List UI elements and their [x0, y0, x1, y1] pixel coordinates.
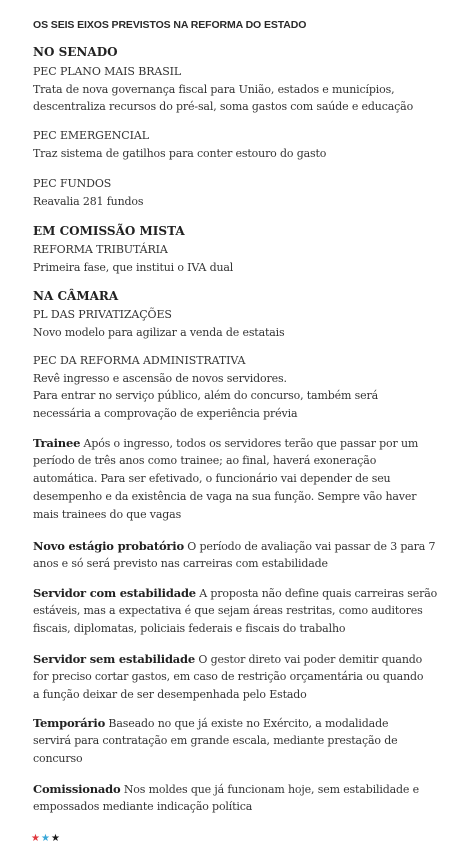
reforma-administrativa-line: Revê ingresso e ascensão de novos servidores. — [33, 372, 287, 385]
item-trainee-line: desempenho e da existência de vaga na sua função. Sempre vão haver — [33, 490, 417, 503]
item-definition: A proposta não define quais carreiras serão — [195, 587, 438, 600]
item-servidor-com-estabilidade-line: estáveis, mas a expectativa é que sejam áreas restritas, como auditores — [33, 604, 423, 617]
item-term: Trainee — [33, 436, 81, 450]
item-definition: Baseado no que já existe no Exército, a modalidade — [105, 717, 389, 730]
pl-privatizacoes-title: PL DAS PRIVATIZAÇÕES — [33, 308, 172, 321]
reforma-tributaria-line: Primeira fase, que institui o IVA dual — [33, 261, 234, 274]
item-term: Novo estágio probatório — [33, 539, 184, 553]
item-servidor-sem-estabilidade-line: a função deixar de ser desempenhada pelo Estado — [33, 688, 307, 701]
item-estagio-probatorio — [33, 539, 435, 553]
pec-fundos-line: Reavalia 281 fundos — [33, 195, 144, 208]
item-servidor-com-estabilidade-line: fiscais, diplomatas, policiais federais e fiscais do trabalho — [33, 622, 346, 635]
star-icon: ★ — [50, 833, 60, 844]
item-trainee-line: automática. Para ser efetivado, o funcionário vai depender de seu — [33, 472, 391, 485]
reforma-administrativa-line: Para entrar no serviço público, além do concurso, também será — [33, 389, 378, 402]
stars-logo — [31, 834, 61, 844]
pec-mais-brasil-line: descentraliza recursos do pré-sal, soma gastos com saúde e educação — [33, 100, 414, 113]
pec-emergencial-line: Traz sistema de gatilhos para conter estouro do gasto — [33, 147, 327, 160]
item-trainee — [33, 436, 418, 450]
item-servidor-sem-estabilidade-line: for preciso cortar gastos, em caso de restrição orçamentária ou quando — [33, 670, 424, 683]
pec-mais-brasil-title: PEC PLANO MAIS BRASIL — [33, 65, 182, 78]
section-comissao-mista: EM COMISSÃO MISTA — [33, 224, 185, 238]
item-definition: O gestor direto vai poder demitir quando — [195, 653, 423, 666]
item-comissionado — [33, 782, 419, 796]
star-icon: ★ — [40, 833, 50, 844]
item-definition: Após o ingresso, todos os servidores terão que passar por um — [80, 437, 419, 450]
item-temporario-line: servirá para contratação em grande escala, mediante prestação de — [33, 734, 398, 747]
pl-privatizacoes-line: Novo modelo para agilizar a venda de estatais — [33, 326, 285, 339]
item-term: Comissionado — [33, 782, 121, 796]
reforma-administrativa-title: PEC DA REFORMA ADMINISTRATIVA — [33, 354, 246, 367]
item-temporario-line: concurso — [33, 752, 83, 765]
item-trainee-line: período de três anos como trainee; ao final, haverá exoneração — [33, 454, 377, 467]
item-servidor-com-estabilidade — [33, 586, 437, 600]
star-icon: ★ — [31, 833, 40, 844]
item-servidor-sem-estabilidade — [33, 652, 422, 666]
item-term: Servidor com estabilidade — [33, 586, 196, 600]
pec-fundos-title: PEC FUNDOS — [33, 177, 112, 190]
pec-emergencial-title: PEC EMERGENCIAL — [33, 129, 149, 142]
item-term: Servidor sem estabilidade — [33, 652, 196, 666]
item-definition: O período de avaliação vai passar de 3 para 7 — [183, 540, 436, 553]
reforma-administrativa-line: necessária a comprovação de experiência prévia — [33, 407, 298, 420]
item-term: Temporário — [33, 716, 106, 730]
infographic-header: OS SEIS EIXOS PREVISTOS NA REFORMA DO ESTADO — [33, 19, 307, 31]
item-temporario — [33, 716, 388, 730]
item-comissionado-line: empossados mediante indicação política — [33, 800, 253, 813]
item-definition: Nos moldes que já funcionam hoje, sem estabilidade e — [120, 783, 419, 796]
section-camara: NA CÂMARA — [33, 289, 119, 303]
section-senado: NO SENADO — [33, 45, 118, 59]
reforma-tributaria-title: REFORMA TRIBUTÁRIA — [33, 243, 168, 256]
pec-mais-brasil-line: Trata de nova governança fiscal para União, estados e municípios, — [33, 83, 395, 96]
item-estagio-probatorio-line: anos e só será previsto nas carreiras com estabilidade — [33, 557, 328, 570]
item-trainee-line: mais trainees do que vagas — [33, 508, 182, 521]
